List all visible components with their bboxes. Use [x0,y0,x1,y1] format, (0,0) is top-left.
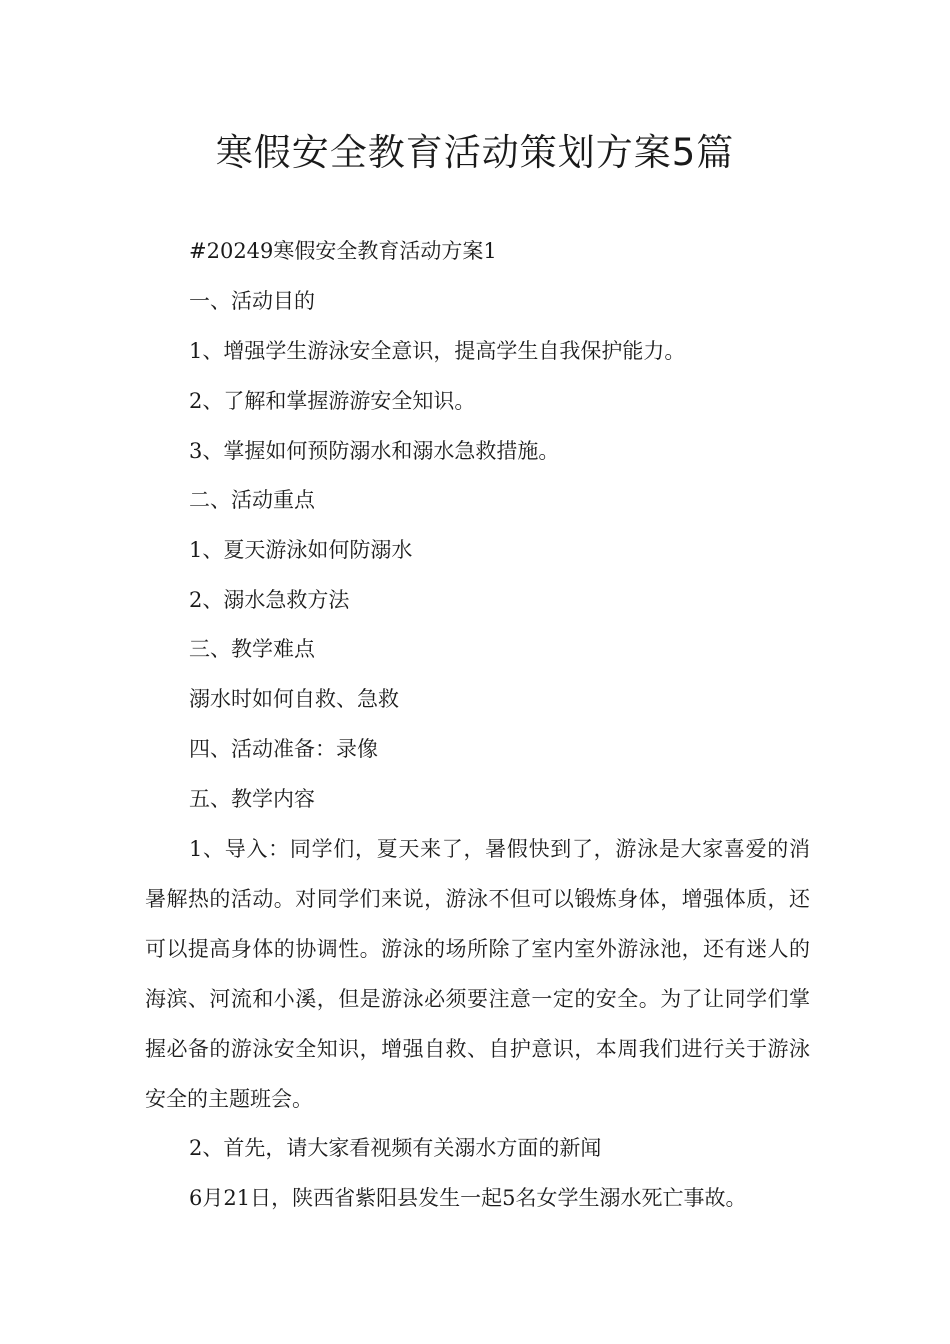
content-paragraph-video: 2、首先，请大家看视频有关溺水方面的新闻 [189,1136,602,1160]
objective-item-3: 3、掌握如何预防溺水和溺水急救措施。 [189,439,560,463]
difficulty-item-1: 溺水时如何自救、急救 [189,687,399,711]
section-heading-content: 五、教学内容 [189,787,315,811]
plan-heading: #20249寒假安全教育活动方案1 [189,239,497,263]
key-point-item-1: 1、夏天游泳如何防溺水 [189,538,413,562]
content-paragraph-intro: 1、导入：同学们，夏天来了，暑假快到了，游泳是大家喜爱的消暑解热的活动。对同学们来说，游泳不但可以锻炼身体，增强体质，还可以提高身体的协调性。游泳的场所除了室内室外游泳池，还有迷人的海滨、河流和小溪，但是游泳必须要注意一定的安全。为了让同学们掌握必备的游泳安全知识，增强自救、自护意识，本周我们进行关于游泳安全的主题班会。 [145,837,810,1111]
section-heading-objectives: 一、活动目的 [189,289,315,313]
content-paragraph-news: 6月21日，陕西省紫阳县发生一起5名女学生溺水死亡事故。 [189,1186,747,1210]
section-heading-key-points: 二、活动重点 [189,488,315,512]
section-heading-preparation: 四、活动准备：录像 [189,737,378,761]
objective-item-2: 2、了解和掌握游游安全知识。 [189,389,476,413]
section-heading-difficulties: 三、教学难点 [189,637,315,661]
key-point-item-2: 2、溺水急救方法 [189,588,350,612]
objective-item-1: 1、增强学生游泳安全意识，提高学生自我保护能力。 [189,339,686,363]
document-title: 寒假安全教育活动策划方案5篇 [215,131,735,174]
